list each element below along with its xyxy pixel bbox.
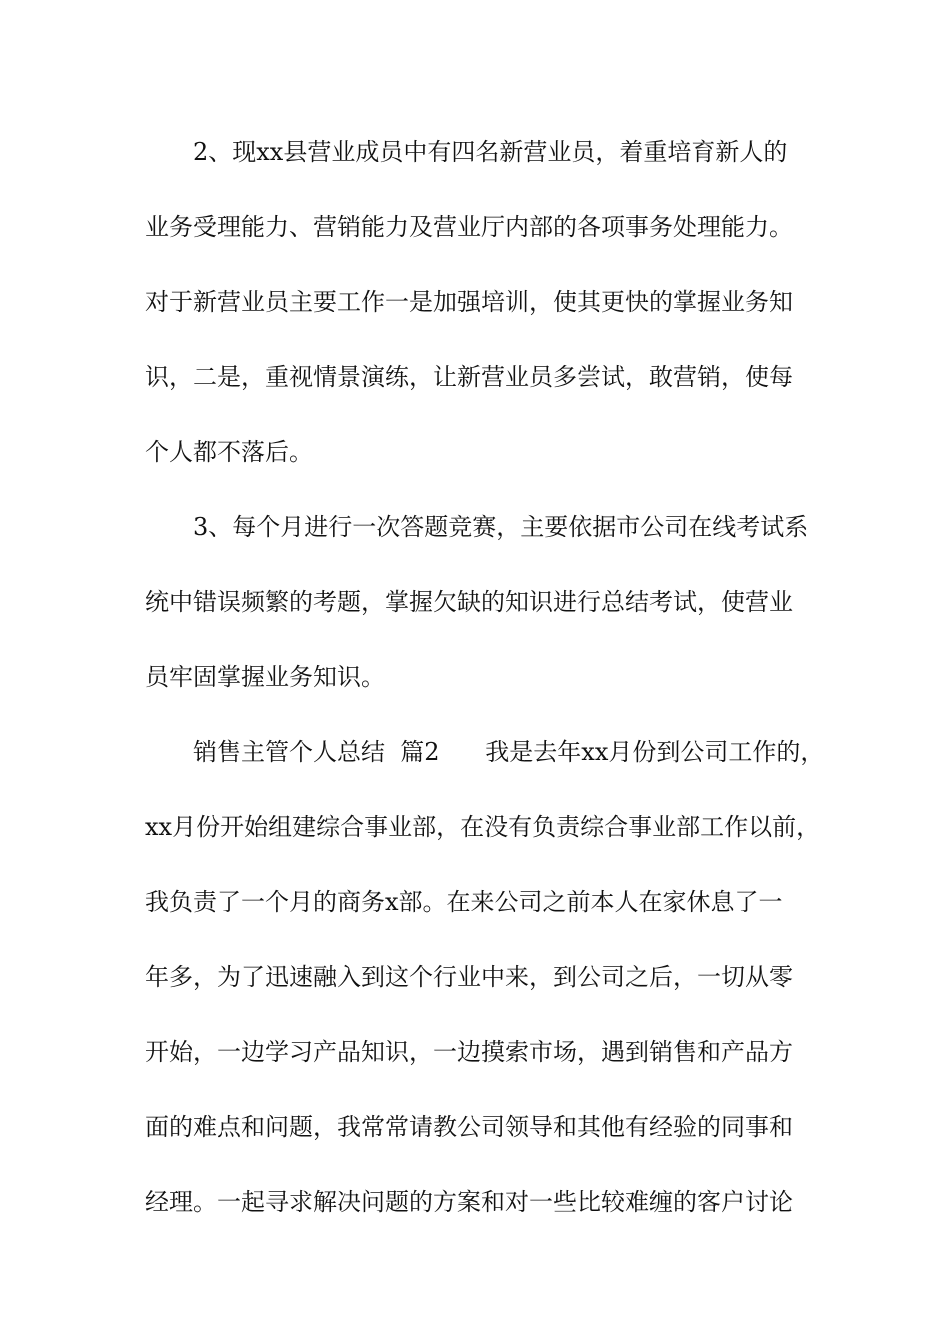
paragraph-2-line-3: 对于新营业员主要工作一是加强培训，使其更快的掌握业务知 xyxy=(145,288,793,316)
paragraph-2-line-5: 个人都不落后。 xyxy=(145,438,313,466)
paragraph-2-line-4: 识，二是，重视情景演练，让新营业员多尝试，敢营销，使每 xyxy=(145,363,793,391)
body-paragraph-line-5: 开始，一边学习产品知识，一边摸索市场，遇到销售和产品方 xyxy=(145,1038,793,1066)
body-paragraph-line-3: 我负责了一个月的商务x部。在来公司之前本人在家休息了一 xyxy=(145,888,783,916)
body-paragraph-line-6: 面的难点和问题，我常常请教公司领导和其他有经验的同事和 xyxy=(145,1113,793,1141)
paragraph-3-line-2: 统中错误频繁的考题，掌握欠缺的知识进行总结考试，使营业 xyxy=(145,588,793,616)
paragraph-3-line-3: 员牢固掌握业务知识。 xyxy=(145,663,385,691)
body-paragraph-line-7: 经理。一起寻求解决问题的方案和对一些比较难缠的客户讨论 xyxy=(145,1188,793,1216)
body-paragraph-line-4: 年多，为了迅速融入到这个行业中来，到公司之后，一切从零 xyxy=(145,963,793,991)
paragraph-2-line-2: 业务受理能力、营销能力及营业厅内部的各项事务处理能力。 xyxy=(145,213,793,241)
section-heading-line: 销售主管个人总结 篇2 我是去年xx月份到公司工作的， xyxy=(193,738,825,766)
paragraph-3-line-1: 3、每个月进行一次答题竞赛，主要依据市公司在线考试系 xyxy=(193,513,809,541)
body-paragraph-line-2: xx月份开始组建综合事业部，在没有负责综合事业部工作以前， xyxy=(145,813,821,841)
paragraph-2-line-1: 2、现xx县营业成员中有四名新营业员，着重培育新人的 xyxy=(193,138,788,166)
